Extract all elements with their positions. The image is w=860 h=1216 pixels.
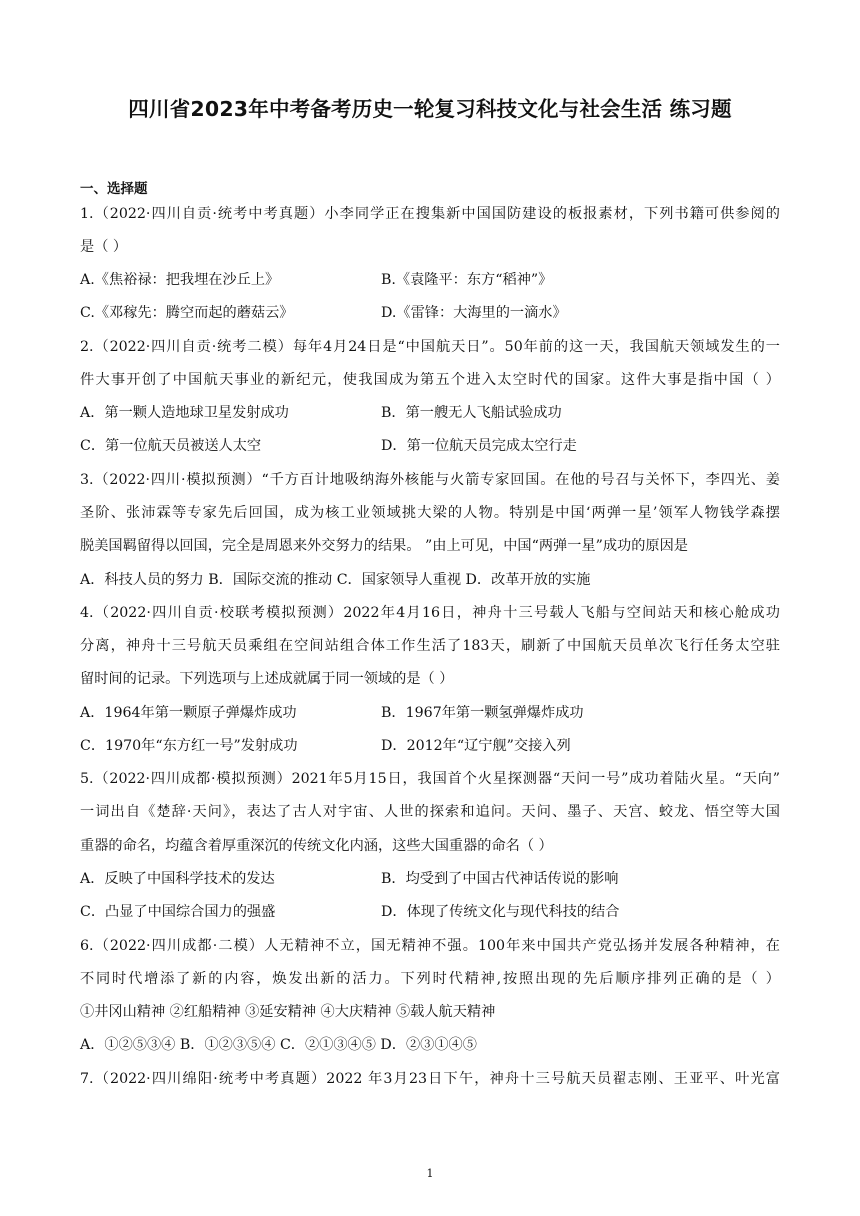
question-5-option-a: A．反映了中国科学技术的发达 bbox=[80, 871, 275, 887]
question-1-line-2: 是（ ） bbox=[80, 239, 128, 255]
question-5-line-2: 一词出自《楚辞·天问》，表达了古人对宇宙、人世的探索和追问。天问、墨子、天宫、蛟龙、悟空等大国 bbox=[80, 804, 780, 820]
question-4-line-1: 4.（2022·四川自贡·校联考模拟预测）2022年4月16日，神舟十三号载人飞船与空间站天和核心舱成功 bbox=[80, 605, 780, 621]
question-3-line-3: 脱美国羁留得以回国，完全是周恩来外交努力的结果。 ”由上可见，中国“两弹一星”成功的原因是 bbox=[80, 538, 688, 554]
question-3-line-2: 圣阶、张沛霖等专家先后回国，成为核工业领域挑大梁的人物。特别是中国‘两弹一星’领军人物钱学森摆 bbox=[80, 505, 780, 521]
question-5-option-b: B．均受到了中国古代神话传说的影响 bbox=[381, 871, 619, 887]
question-5-line-1: 5.（2022·四川成都·模拟预测）2021年5月15日，我国首个火星探测器“天问一号”成功着陆火星。“天向” bbox=[80, 771, 780, 787]
question-4-line-3: 留时间的记录。下列选项与上述成就属于同一领域的是（ ） bbox=[80, 671, 454, 687]
question-5-line-3: 重器的命名，均蕴含着厚重深沉的传统文化内涵，这些大国重器的命名（ ） bbox=[80, 838, 553, 854]
question-2-option-a: A．第一颗人造地球卫星发射成功 bbox=[80, 405, 289, 421]
question-7-line-1: 7.（2022·四川绵阳·统考中考真题）2022 年3月23日下午，神舟十三号航天员翟志刚、王亚平、叶光富 bbox=[80, 1071, 780, 1087]
question-5-option-c: C．凸显了中国综合国力的强盛 bbox=[80, 904, 276, 920]
question-1-line-1: 1.（2022·四川自贡·统考中考真题）小李同学正在搜集新中国国防建设的板报素材，下列书籍可供参阅的 bbox=[80, 206, 780, 222]
document-title: 四川省2023年中考备考历史一轮复习科技文化与社会生活 练习题 bbox=[128, 97, 732, 121]
question-5-option-d: D．体现了传统文化与现代科技的结合 bbox=[381, 904, 620, 920]
question-6-line-1: 6.（2022·四川成都·二模）人无精神不立，国无精神不强。100年来中国共产党弘扬并发展各种精神，在 bbox=[80, 938, 780, 954]
question-4-option-b: B．1967年第一颗氢弹爆炸成功 bbox=[381, 705, 584, 721]
question-1-option-b: B.《袁隆平：东方“稻神”》 bbox=[381, 272, 553, 288]
question-2-option-d: D．第一位航天员完成太空行走 bbox=[381, 438, 577, 454]
question-2-option-c: C．第一位航天员被送人太空 bbox=[80, 438, 262, 454]
question-2-line-2: 件大事开创了中国航天事业的新纪元，使我国成为第五个进入太空时代的国家。这件大事是指中国（ ） bbox=[80, 372, 780, 388]
question-4-option-c: C．1970年“东方红一号”发射成功 bbox=[80, 738, 298, 754]
question-4-option-d: D．2012年“辽宁舰”交接入列 bbox=[381, 738, 571, 754]
question-3-line-1: 3.（2022·四川·模拟预测）“千方百计地吸纳海外核能与火箭专家回国。在他的号召与关怀下，李四光、姜 bbox=[80, 472, 780, 488]
question-2-line-1: 2.（2022·四川自贡·统考二模）每年4月24日是“中国航天日”。50年前的这一天，我国航天领域发生的一 bbox=[80, 339, 780, 355]
question-4-line-2: 分离，神舟十三号航天员乘组在空间站组合体工作生活了183天，刷新了中国航天员单次飞行任务太空驻 bbox=[80, 638, 780, 654]
question-1-option-c: C.《邓稼先：腾空而起的蘑菇云》 bbox=[80, 305, 294, 321]
question-2-option-b: B．第一艘无人飞船试验成功 bbox=[381, 405, 562, 421]
question-3-options: A．科技人员的努力 B．国际交流的推动 C．国家领导人重视 D．改革开放的实施 bbox=[80, 572, 591, 588]
question-1-option-d: D.《雷锋：大海里的一滴水》 bbox=[381, 305, 567, 321]
question-6-options: A．①②⑤③④ B．①②③⑤④ C．②①③④⑤ D．②③①④⑤ bbox=[80, 1037, 477, 1053]
question-1-option-a: A.《焦裕禄：把我埋在沙丘上》 bbox=[80, 272, 280, 288]
page-number: 1 bbox=[426, 1167, 434, 1180]
question-6-line-2: 不同时代增添了新的内容，焕发出新的活力。下列时代精神,按照出现的先后顺序排列正确的是（ ） bbox=[80, 971, 780, 987]
question-6-line-3: ①井冈山精神 ②红船精神 ③延安精神 ④大庆精神 ⑤载人航天精神 bbox=[80, 1004, 496, 1020]
question-4-option-a: A．1964年第一颗原子弹爆炸成功 bbox=[80, 705, 297, 721]
section-heading: 一、选择题 bbox=[80, 181, 148, 197]
